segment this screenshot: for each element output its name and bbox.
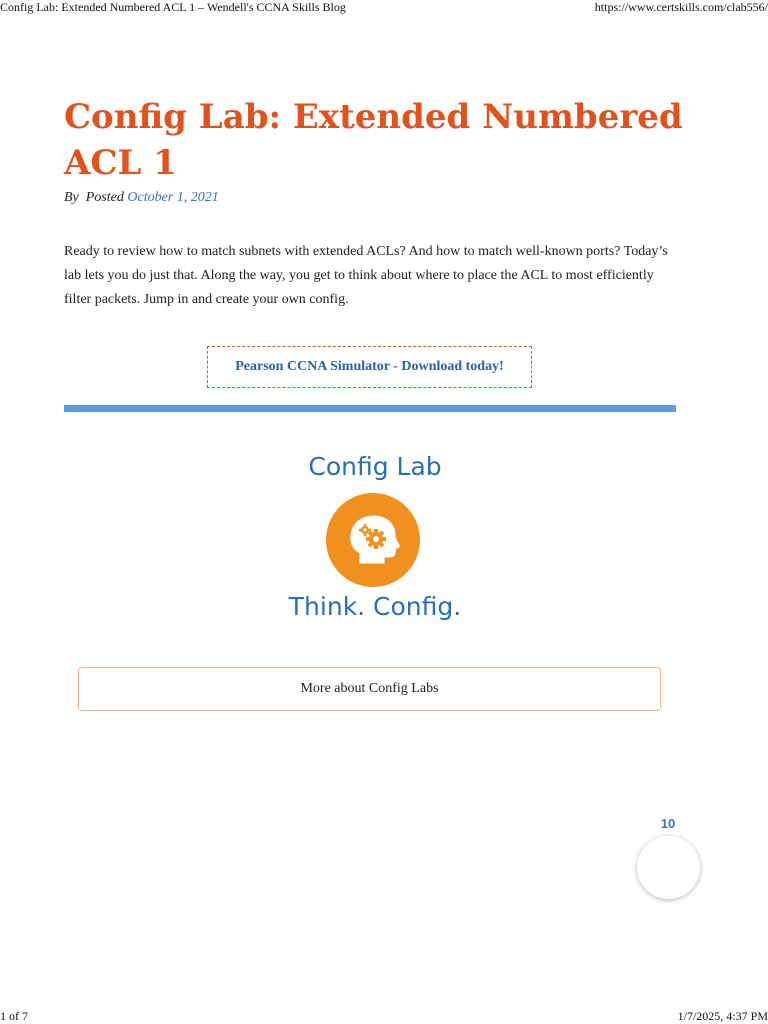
section-divider [64, 405, 676, 412]
simulator-download-link[interactable]: Pearson CCNA Simulator - Download today! [207, 346, 532, 388]
print-footer-timestamp: 1/7/2025, 4:37 PM [677, 1009, 768, 1023]
config-lab-logo [270, 440, 480, 640]
logo-title: Config Lab [308, 452, 442, 481]
print-footer-page-number: 1 of 7 [0, 1009, 28, 1023]
share-button[interactable] [637, 836, 700, 899]
print-header-page-title: Config Lab: Extended Numbered ACL 1 – Wendell's CCNA Skills Blog [0, 0, 346, 14]
logo-tagline: Think. Config. [288, 592, 462, 621]
intro-paragraph: Ready to review how to match subnets with extended ACLs? And how to match well-known ports? Today’s lab lets you do just that. Along the way, you get to think about where to place the ACL to most efficiently filter packets. Jump in and create your own config. [64, 244, 668, 307]
head-gear-icon [326, 493, 420, 587]
post-date-link[interactable]: October 1, 2021 [127, 190, 219, 205]
page-title: Config Lab: Extended Numbered ACL 1 [64, 97, 683, 183]
byline [64, 190, 219, 206]
share-count: 10 [660, 816, 676, 831]
more-about-config-labs-button[interactable]: More about Config Labs [78, 667, 661, 711]
print-header-url: https://www.certskills.com/clab556/ [594, 0, 768, 14]
byline-prefix: By Posted [64, 190, 128, 205]
